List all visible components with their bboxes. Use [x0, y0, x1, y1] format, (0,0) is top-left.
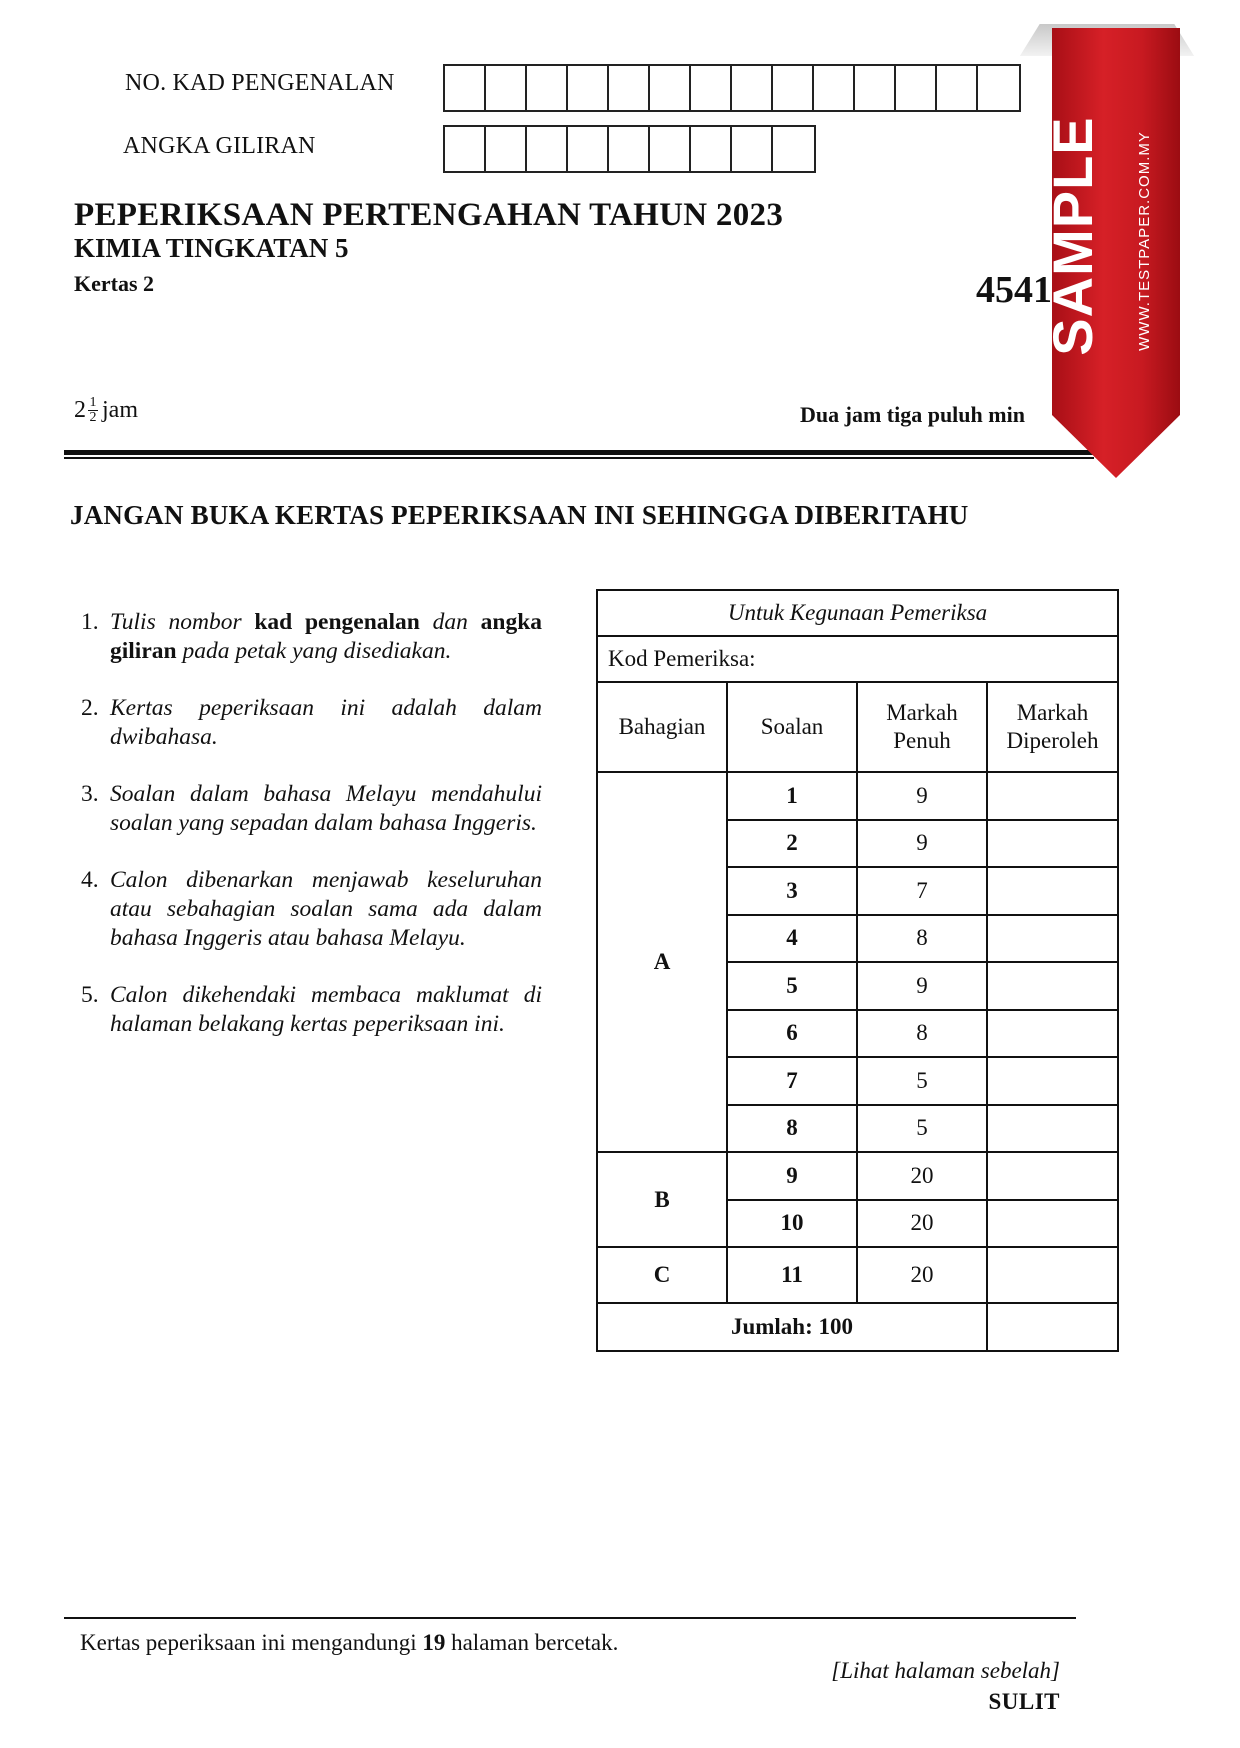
instruction-text: Tulis nombor: [110, 609, 255, 635]
instruction-item: [81, 780, 542, 838]
classification-label: SULIT: [988, 1689, 1060, 1714]
full-marks-value: 8: [857, 915, 987, 963]
instruction-item: [81, 981, 542, 1039]
question-number: 3: [727, 867, 857, 915]
section-label: C: [597, 1247, 727, 1303]
subject-title: KIMIA TINGKATAN 5: [74, 233, 349, 263]
ic-digit-box[interactable]: [609, 66, 650, 110]
instruction-text: Calon dibenarkan menjawab keseluruhan atau sebahagian soalan sama ada dalam bahasa Inggeris atau bahasa Melayu.: [110, 867, 542, 951]
page-count-prefix: Kertas peperiksaan ini mengandungi: [80, 1630, 423, 1655]
total-obtained-cell[interactable]: [987, 1303, 1118, 1351]
header-full-marks: Markah Penuh: [857, 682, 987, 772]
sample-ribbon-label: SAMPLE: [1041, 116, 1104, 356]
header-obtained: Markah Diperoleh: [987, 682, 1118, 772]
ic-digit-box[interactable]: [773, 66, 814, 110]
full-marks-value: 5: [857, 1105, 987, 1153]
index-label: ANGKA GILIRAN: [123, 133, 316, 159]
full-marks-value: 20: [857, 1247, 987, 1303]
obtained-marks-cell[interactable]: [987, 1105, 1118, 1153]
instruction-text: dan: [419, 609, 481, 635]
duration-fraction: [88, 396, 98, 425]
ic-digit-box[interactable]: [855, 66, 896, 110]
full-marks-value: 9: [857, 820, 987, 868]
index-digit-box[interactable]: [527, 127, 568, 171]
instructions-list: [81, 608, 543, 1067]
obtained-marks-cell[interactable]: [987, 1247, 1118, 1303]
obtained-marks-cell[interactable]: [987, 867, 1118, 915]
index-digit-box[interactable]: [445, 127, 486, 171]
sample-ribbon-url: WWW.TESTPAPER.COM.MY: [1136, 131, 1153, 351]
header-question: Soalan: [727, 682, 857, 772]
ic-digit-box[interactable]: [568, 66, 609, 110]
obtained-marks-cell[interactable]: [987, 962, 1118, 1010]
ic-digit-box[interactable]: [814, 66, 855, 110]
paper-number: Kertas 2: [74, 271, 155, 296]
ic-digit-box[interactable]: [896, 66, 937, 110]
examiner-caption: Untuk Kegunaan Pemeriksa: [597, 590, 1118, 636]
header-rule-thin: [64, 457, 1094, 459]
duration-whole: 2: [74, 397, 86, 423]
total-label: Jumlah: 100: [597, 1303, 987, 1351]
ic-digit-box[interactable]: [937, 66, 978, 110]
ic-label: NO. KAD PENGENALAN: [125, 70, 395, 96]
instruction-number: 4.: [81, 867, 99, 893]
instruction-text: Calon dikehendaki membaca maklumat di halaman belakang kertas peperiksaan ini.: [110, 982, 542, 1037]
instruction-number: 3.: [81, 781, 99, 807]
question-number: 9: [727, 1152, 857, 1200]
table-row: [597, 1152, 1118, 1200]
next-page-note: [Lihat halaman sebelah]: [831, 1658, 1060, 1683]
index-digit-box[interactable]: [568, 127, 609, 171]
full-marks-value: 5: [857, 1057, 987, 1105]
index-digit-box[interactable]: [691, 127, 732, 171]
obtained-marks-cell[interactable]: [987, 772, 1118, 820]
question-number: 2: [727, 820, 857, 868]
examiner-code-label: Kod Pemeriksa:: [597, 636, 1118, 682]
instruction-number: 5.: [81, 982, 99, 1008]
do-not-open-warning: JANGAN BUKA KERTAS PEPERIKSAAN INI SEHINGGA DIBERITAHU: [70, 500, 969, 530]
ic-digit-box[interactable]: [978, 66, 1019, 110]
duration-unit: jam: [102, 397, 138, 423]
question-number: 1: [727, 772, 857, 820]
instruction-emphasis: kad pengenalan: [254, 609, 420, 635]
page-count-note: [80, 1630, 618, 1656]
full-marks-value: 9: [857, 772, 987, 820]
page-count-suffix: halaman bercetak.: [445, 1630, 619, 1655]
table-row: [597, 1247, 1118, 1303]
instruction-number: 1.: [81, 609, 99, 635]
full-marks-value: 9: [857, 962, 987, 1010]
footer-rule: [64, 1617, 1076, 1619]
ic-number-boxes[interactable]: [443, 64, 1021, 112]
index-digit-box[interactable]: [650, 127, 691, 171]
instruction-text: Soalan dalam bahasa Melayu mendahului soalan yang sepadan dalam bahasa Inggeris.: [110, 781, 542, 836]
instruction-number: 2.: [81, 695, 99, 721]
obtained-marks-cell[interactable]: [987, 1057, 1118, 1105]
obtained-marks-cell[interactable]: [987, 1010, 1118, 1058]
duration-words: Dua jam tiga puluh min: [800, 402, 1025, 427]
question-number: 10: [727, 1200, 857, 1248]
question-number: 6: [727, 1010, 857, 1058]
ic-digit-box[interactable]: [486, 66, 527, 110]
subject-code: 4541: [976, 269, 1052, 311]
index-digit-box[interactable]: [486, 127, 527, 171]
full-marks-value: 20: [857, 1152, 987, 1200]
ic-digit-box[interactable]: [691, 66, 732, 110]
instruction-text: Kertas peperiksaan ini adalah dalam dwibahasa.: [110, 695, 542, 750]
ic-digit-box[interactable]: [527, 66, 568, 110]
full-marks-value: 8: [857, 1010, 987, 1058]
section-label: A: [597, 772, 727, 1152]
section-label: B: [597, 1152, 727, 1247]
examiner-table: [596, 589, 1119, 1352]
duration-numerator: 1: [89, 395, 97, 410]
question-number: 4: [727, 915, 857, 963]
header-section: Bahagian: [597, 682, 727, 772]
full-marks-value: 20: [857, 1200, 987, 1248]
instruction-emphasis: angka giliran: [110, 609, 543, 664]
full-marks-value: 7: [857, 867, 987, 915]
index-digit-box[interactable]: [773, 127, 814, 171]
obtained-marks-cell[interactable]: [987, 1152, 1118, 1200]
obtained-marks-cell[interactable]: [987, 820, 1118, 868]
question-number: 8: [727, 1105, 857, 1153]
ic-digit-box[interactable]: [732, 66, 773, 110]
instruction-item: [81, 608, 543, 666]
obtained-marks-cell[interactable]: [987, 915, 1118, 963]
page-count: 19: [422, 1630, 446, 1655]
duration-denominator: 2: [89, 410, 97, 425]
duration: [74, 396, 138, 425]
exam-title: PEPERIKSAAN PERTENGAHAN TAHUN 2023: [74, 197, 784, 233]
question-number: 5: [727, 962, 857, 1010]
ic-digit-box[interactable]: [650, 66, 691, 110]
question-number: 11: [727, 1247, 857, 1303]
question-number: 7: [727, 1057, 857, 1105]
header-rule-thick: [64, 450, 1094, 455]
table-row: [597, 772, 1118, 820]
instruction-text: pada petak yang disediakan.: [176, 638, 452, 664]
ic-digit-box[interactable]: [445, 66, 486, 110]
index-digit-box[interactable]: [732, 127, 773, 171]
index-digit-box[interactable]: [609, 127, 650, 171]
index-number-boxes[interactable]: [443, 125, 816, 173]
instruction-item: [81, 694, 542, 752]
instruction-item: [81, 866, 542, 953]
obtained-marks-cell[interactable]: [987, 1200, 1118, 1248]
